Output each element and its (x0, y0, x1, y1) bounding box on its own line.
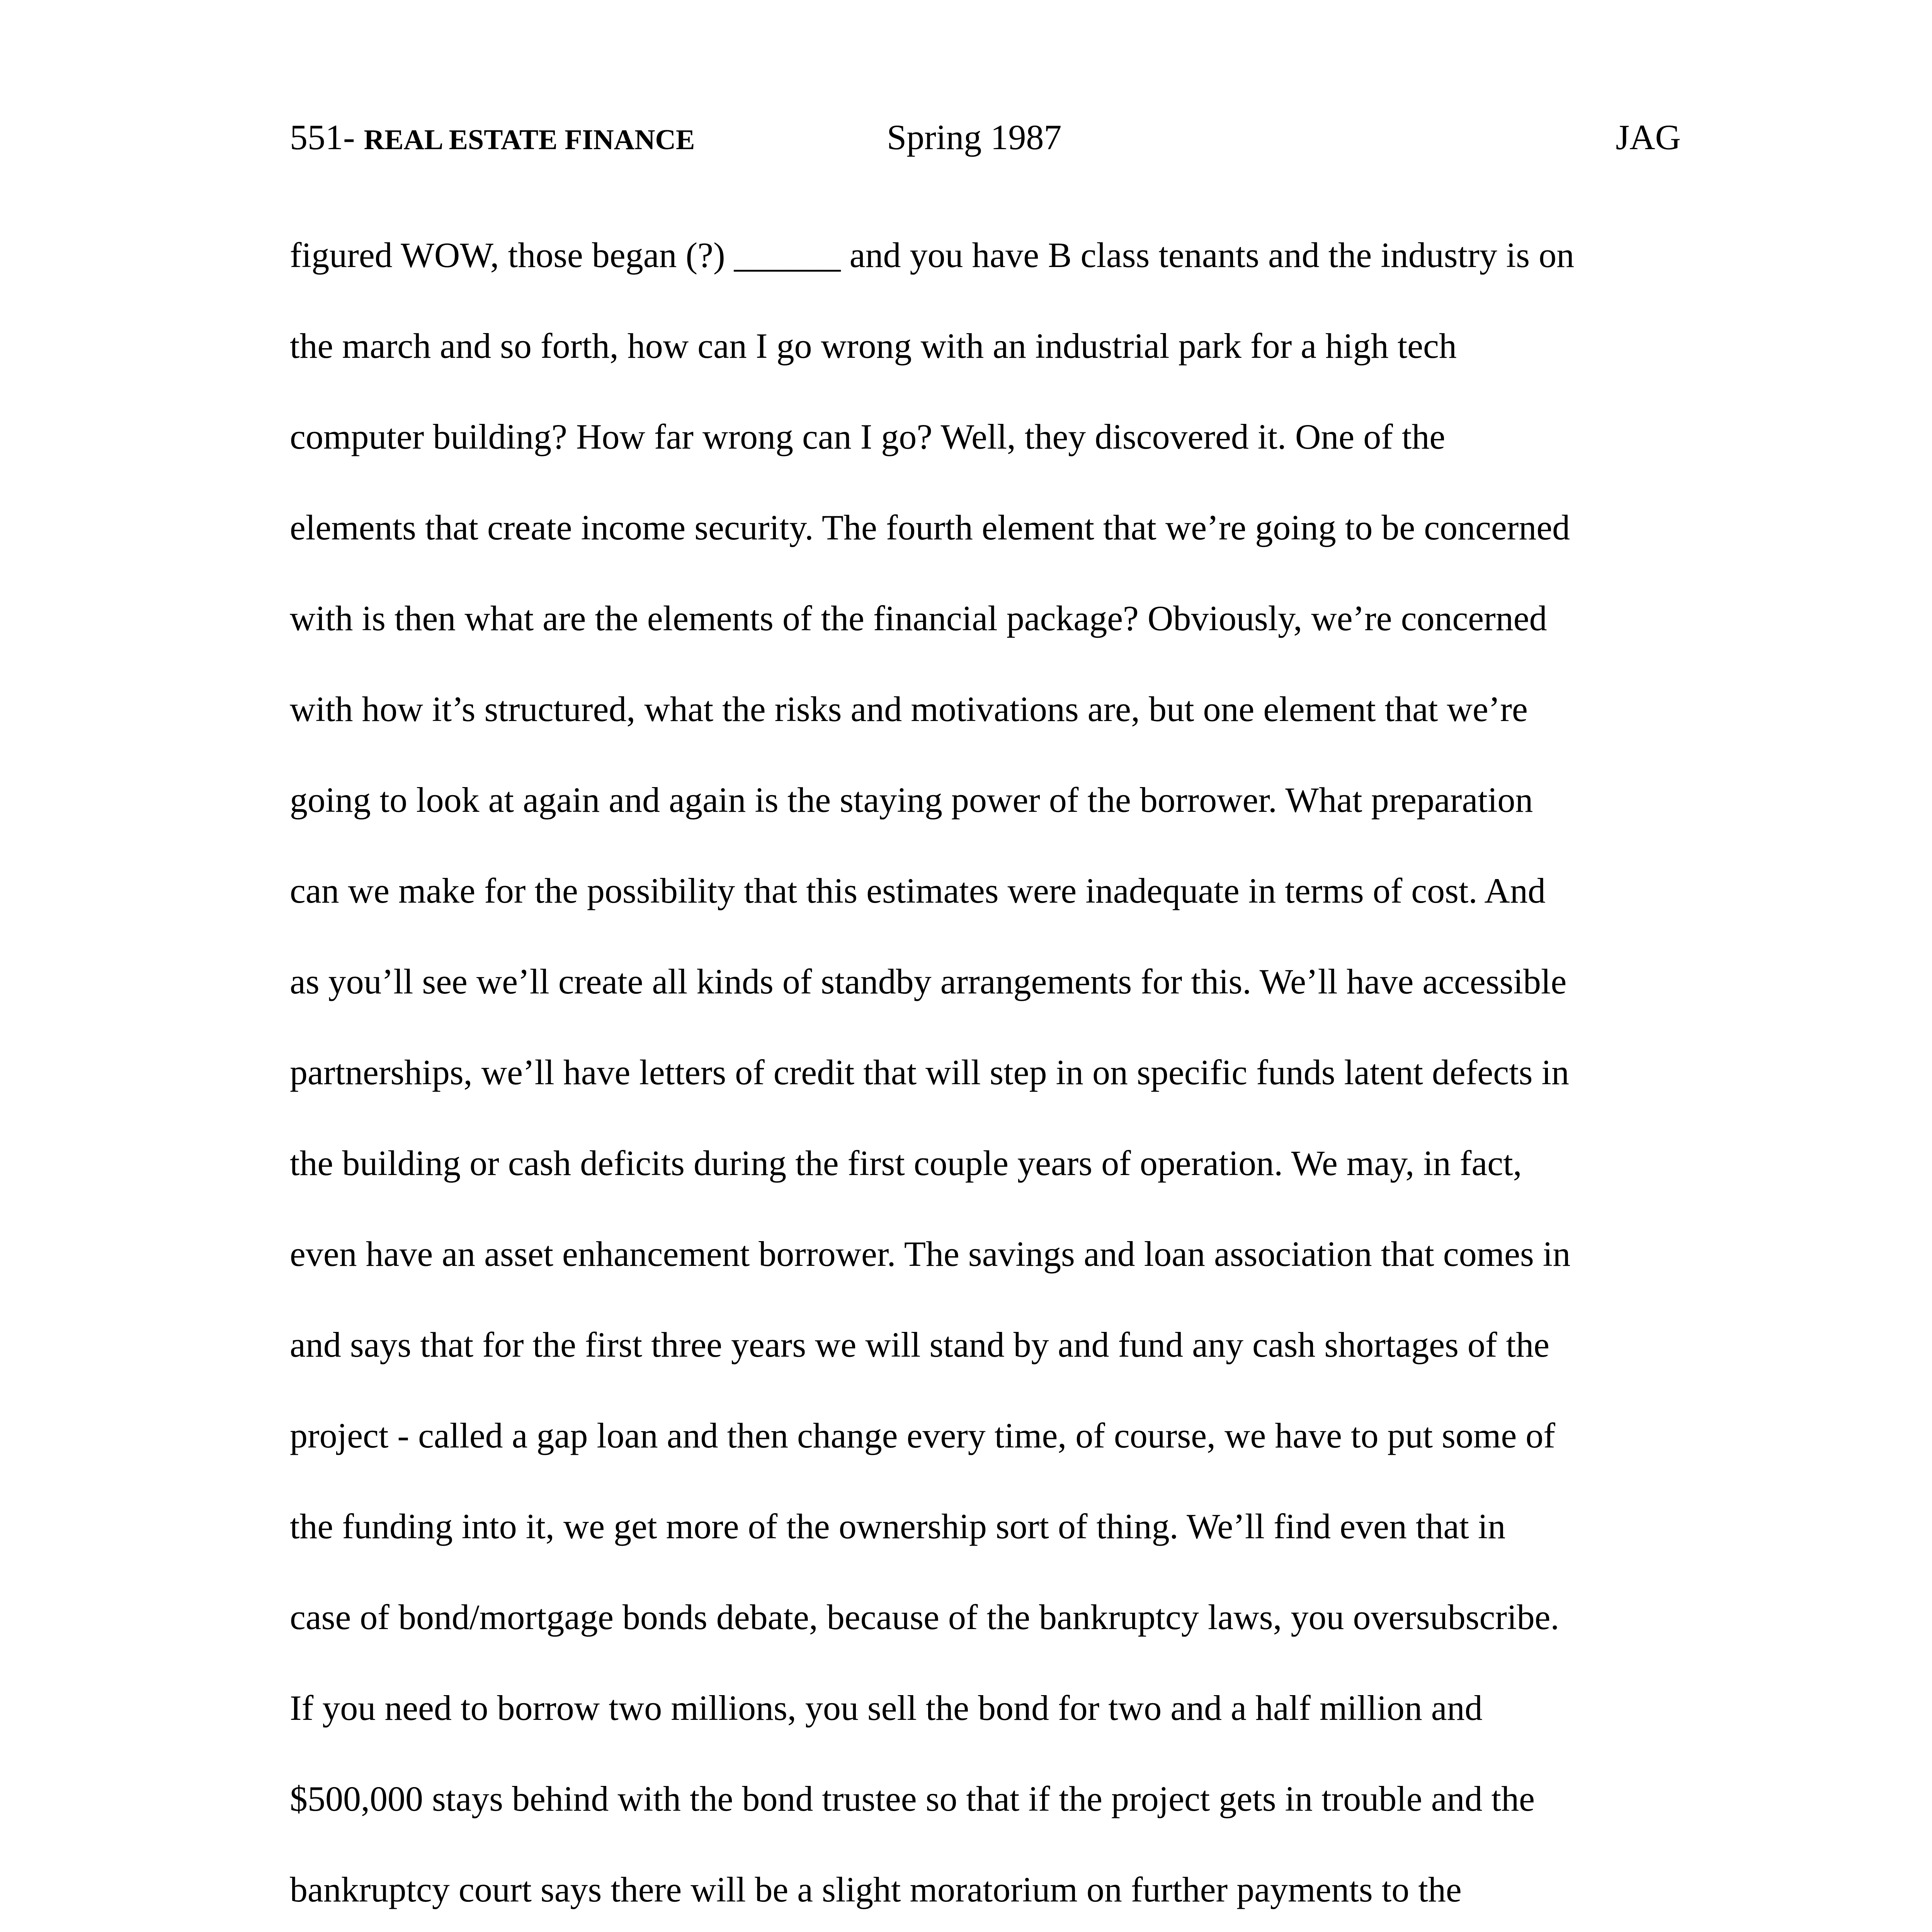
term: Spring 1987 (887, 117, 1062, 157)
text-line: bankruptcy court says there will be a slight moratorium on further payments to the (290, 1870, 1462, 1909)
text-line: If you need to borrow two millions, you sell the bond for two and a half million and (290, 1688, 1483, 1728)
course-title: REAL ESTATE FINANCE (364, 124, 695, 156)
course-number: 551- (290, 117, 355, 157)
author-initials: JAG (1616, 117, 1681, 157)
text-line: the funding into it, we get more of the ownership sort of thing. We’ll find even that in (290, 1507, 1506, 1546)
text-line: with how it’s structured, what the risks and motivations are, but one element that we’re (290, 689, 1528, 729)
text-line: elements that create income security. The fourth element that we’re going to be concerned (290, 508, 1570, 547)
text-line: going to look at again and again is the staying power of the borrower. What preparation (290, 780, 1533, 820)
text-line: even have an asset enhancement borrower. The savings and loan association that comes in (290, 1234, 1571, 1274)
text-line: with is then what are the elements of the financial package? Obviously, we’re concerned (290, 599, 1547, 638)
text-line: computer building? How far wrong can I go? Well, they discovered it. One of the (290, 417, 1446, 456)
text-line: as you’ll see we’ll create all kinds of standby arrangements for this. We’ll have accessible (290, 962, 1567, 1001)
text-line: figured WOW, those began (?) ______ and you have B class tenants and the industry is on (290, 235, 1575, 275)
course-header (290, 116, 695, 161)
text-line: $500,000 stays behind with the bond trustee so that if the project gets in trouble and the (290, 1779, 1535, 1818)
text-line: partnerships, we’ll have letters of credit that will step in on specific funds latent defects in (290, 1053, 1569, 1092)
text-line: the building or cash deficits during the first couple years of operation. We may, in fact, (290, 1143, 1522, 1183)
page-header (290, 116, 1681, 158)
text-line: and says that for the first three years we will stand by and fund any cash shortages of the (290, 1325, 1549, 1364)
text-line: can we make for the possibility that this estimates were inadequate in terms of cost. And (290, 871, 1546, 910)
text-line: project - called a gap loan and then change every time, of course, we have to put some of (290, 1416, 1555, 1455)
text-line: case of bond/mortgage bonds debate, because of the bankruptcy laws, you oversubscribe. (290, 1597, 1560, 1637)
transcript-body (290, 234, 1681, 1932)
text-line: the march and so forth, how can I go wrong with an industrial park for a high tech (290, 326, 1457, 366)
